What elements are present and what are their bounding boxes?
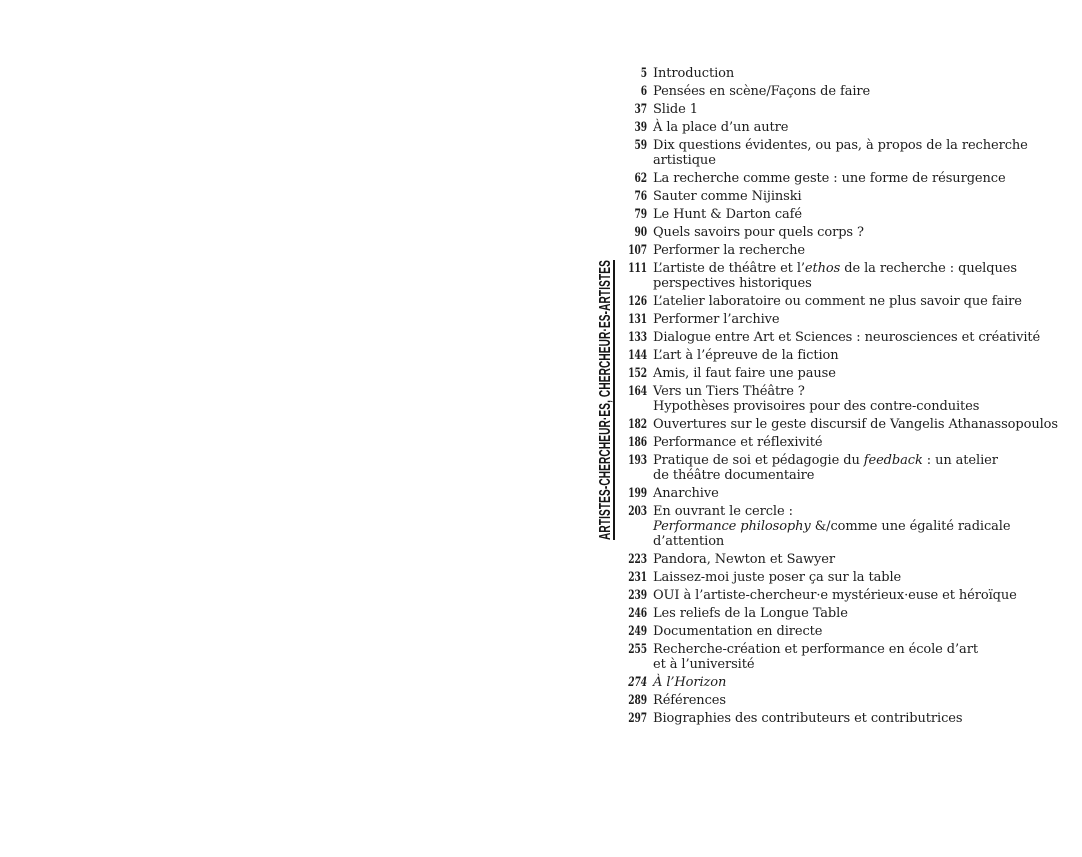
toc-page-number: 274 xyxy=(628,675,647,690)
toc-entry-line xyxy=(653,330,1040,345)
toc-page-number: 164 xyxy=(628,384,647,399)
toc-text: Documentation en directe xyxy=(653,624,823,639)
toc-entry xyxy=(617,138,1058,168)
toc-entry-title xyxy=(653,366,836,381)
toc-entry-line xyxy=(653,66,734,81)
toc-entry-line xyxy=(653,486,719,501)
toc-entry-line xyxy=(653,153,1028,168)
toc-entry-title xyxy=(653,384,979,414)
toc-entry-title xyxy=(653,84,870,99)
toc-entry xyxy=(617,675,1058,690)
toc-page-number: 144 xyxy=(628,348,647,363)
toc-entry xyxy=(617,588,1058,603)
toc-text: Pensées en scène/Façons de faire xyxy=(653,84,871,99)
toc-entry-line xyxy=(653,384,979,399)
toc-entry-line xyxy=(653,504,1010,519)
toc-text: Performance et réflexivité xyxy=(653,435,823,450)
toc-entry xyxy=(617,711,1058,726)
toc-text: artistique xyxy=(653,153,716,168)
toc-page-number: 203 xyxy=(628,504,647,519)
toc-entry-title xyxy=(653,330,1040,345)
toc-entry-line xyxy=(653,207,802,222)
toc-entry-title xyxy=(653,624,822,639)
toc-entry-line xyxy=(653,399,979,414)
toc-page-number: 5 xyxy=(640,66,647,81)
toc-text: Dialogue entre Art et Sciences : neurosciences et créativité xyxy=(653,330,1041,345)
toc-entry-title xyxy=(653,225,864,240)
toc-text: Biographies des contributeurs et contributrices xyxy=(653,711,963,726)
toc-entry-title xyxy=(653,66,734,81)
toc-page-number: 239 xyxy=(628,588,647,603)
toc-page-number: 90 xyxy=(634,225,647,240)
toc-entry-title xyxy=(653,171,1006,186)
toc-page-number: 249 xyxy=(628,624,647,639)
toc-entry xyxy=(617,453,1058,483)
toc-page-number: 37 xyxy=(634,102,647,117)
toc-entry xyxy=(617,330,1058,345)
toc-entry xyxy=(617,570,1058,585)
toc-entry xyxy=(617,312,1058,327)
toc-entry-title xyxy=(653,642,978,672)
toc-entry-title xyxy=(653,417,1058,432)
toc-page-number: 76 xyxy=(634,189,647,204)
toc-entry-line xyxy=(653,588,1017,603)
toc-entry xyxy=(617,384,1058,414)
toc-entry-title xyxy=(653,207,802,222)
toc-text: L’atelier laboratoire ou comment ne plus savoir que faire xyxy=(653,294,1022,309)
toc-entry-line xyxy=(653,606,848,621)
toc-entry xyxy=(617,189,1058,204)
toc-text: Pandora, Newton et Sawyer xyxy=(653,552,836,567)
toc-entry-line xyxy=(653,642,978,657)
toc-entry xyxy=(617,120,1058,135)
toc-entry-title xyxy=(653,120,788,135)
toc-text: de la recherche : quelques xyxy=(840,261,1017,276)
toc-entry-line xyxy=(653,534,1010,549)
toc-page-number: 297 xyxy=(628,711,647,726)
toc-text: &/comme une égalité radicale xyxy=(810,519,1011,534)
toc-entry-line xyxy=(653,675,726,690)
toc-entry-line xyxy=(653,138,1028,153)
toc-page-number: 199 xyxy=(628,486,647,501)
toc-entry xyxy=(617,84,1058,99)
toc-entry-line xyxy=(653,552,835,567)
toc-page-number: 289 xyxy=(628,693,647,708)
toc-text: Amis, il faut faire une pause xyxy=(653,366,836,381)
toc-page-number: 231 xyxy=(628,570,647,585)
toc-page-number: 62 xyxy=(634,171,647,186)
toc-text: Pratique de soi et pédagogie du xyxy=(653,453,864,468)
toc-entry-line xyxy=(653,366,836,381)
toc-text-italic: Performance philosophy xyxy=(653,519,811,534)
toc-entry-title xyxy=(653,606,848,621)
toc-text: Ouvertures sur le geste discursif de Vangelis Athanassopoulos xyxy=(653,417,1058,432)
vertical-running-title: ARTISTES-CHERCHEUR·ES, CHERCHEUR·ES-ARTISTES xyxy=(597,260,614,540)
toc-entry xyxy=(617,243,1058,258)
toc-entry-line xyxy=(653,453,998,468)
toc-page-number: 6 xyxy=(640,84,647,99)
table-of-contents xyxy=(617,66,1058,729)
toc-text: Laissez-moi juste poser ça sur la table xyxy=(653,570,902,585)
toc-entry-line xyxy=(653,312,780,327)
toc-entry-line xyxy=(653,519,1010,534)
toc-entry-title xyxy=(653,552,835,567)
toc-page-number: 111 xyxy=(628,261,647,276)
toc-page-number: 255 xyxy=(628,642,647,657)
toc-text: En ouvrant le cercle : xyxy=(653,504,793,519)
toc-entry-line xyxy=(653,84,870,99)
toc-entry-line xyxy=(653,435,822,450)
toc-entry xyxy=(617,294,1058,309)
toc-entry-title xyxy=(653,348,839,363)
toc-page-number: 223 xyxy=(628,552,647,567)
toc-text: Introduction xyxy=(653,66,735,81)
toc-text: Dix questions évidentes, ou pas, à propos de la recherche xyxy=(653,138,1028,153)
toc-entry-title xyxy=(653,588,1017,603)
toc-text: et à l’université xyxy=(653,657,755,672)
toc-entry-title xyxy=(653,486,719,501)
toc-entry-title xyxy=(653,693,726,708)
toc-text: Slide 1 xyxy=(653,102,698,117)
toc-entry-line xyxy=(653,189,802,204)
toc-entry xyxy=(617,348,1058,363)
toc-entry-line xyxy=(653,693,726,708)
toc-entry xyxy=(617,261,1058,291)
toc-entry-line xyxy=(653,657,978,672)
toc-entry-title xyxy=(653,504,1010,549)
toc-entry-line xyxy=(653,276,1017,291)
toc-page-number: 131 xyxy=(628,312,647,327)
toc-entry-line xyxy=(653,261,1017,276)
toc-entry-line xyxy=(653,102,698,117)
toc-entry-title xyxy=(653,261,1017,291)
toc-entry-line xyxy=(653,120,788,135)
toc-entry-title xyxy=(653,711,962,726)
toc-entry xyxy=(617,552,1058,567)
toc-text: perspectives historiques xyxy=(653,276,812,291)
toc-text: Performer la recherche xyxy=(653,243,805,258)
toc-text: L’artiste de théâtre et l’ xyxy=(653,261,805,276)
toc-entry xyxy=(617,225,1058,240)
toc-entry-title xyxy=(653,453,998,483)
toc-page-number: 126 xyxy=(628,294,647,309)
toc-entry xyxy=(617,486,1058,501)
toc-page-number: 39 xyxy=(634,120,647,135)
toc-entry-title xyxy=(653,312,780,327)
toc-page-number: 133 xyxy=(628,330,647,345)
toc-page-number: 193 xyxy=(628,453,647,468)
toc-text: Quels savoirs pour quels corps ? xyxy=(653,225,864,240)
toc-text: de théâtre documentaire xyxy=(653,468,815,483)
toc-text: Recherche-création et performance en école d’art xyxy=(653,642,978,657)
toc-entry xyxy=(617,606,1058,621)
toc-entry-line xyxy=(653,468,998,483)
toc-text: À la place d’un autre xyxy=(653,120,789,135)
toc-entry xyxy=(617,435,1058,450)
toc-entry-title xyxy=(653,435,822,450)
toc-entry-title xyxy=(653,102,698,117)
toc-entry-line xyxy=(653,624,822,639)
toc-text-italic: À l’Horizon xyxy=(653,675,727,690)
toc-entry-title xyxy=(653,675,726,690)
toc-entry xyxy=(617,207,1058,222)
toc-text-italic: feedback xyxy=(863,453,923,468)
toc-text: OUI à l’artiste-chercheur·e mystérieux·euse et héroïque xyxy=(653,588,1017,603)
toc-entry-line xyxy=(653,570,901,585)
toc-entry xyxy=(617,624,1058,639)
toc-entry-line xyxy=(653,225,864,240)
toc-entry-title xyxy=(653,294,1022,309)
toc-text: Anarchive xyxy=(653,486,719,501)
toc-entry xyxy=(617,171,1058,186)
toc-entry xyxy=(617,693,1058,708)
toc-entry xyxy=(617,504,1058,549)
toc-text: Vers un Tiers Théâtre ? xyxy=(653,384,805,399)
toc-entry-title xyxy=(653,243,805,258)
toc-text: Sauter comme Nijinski xyxy=(653,189,802,204)
toc-entry xyxy=(617,66,1058,81)
toc-page-number: 152 xyxy=(628,366,647,381)
toc-entry xyxy=(617,102,1058,117)
toc-text: d’attention xyxy=(653,534,725,549)
toc-entry xyxy=(617,417,1058,432)
toc-entry-title xyxy=(653,570,901,585)
toc-entry-title xyxy=(653,138,1028,168)
toc-page-number: 59 xyxy=(634,138,647,153)
toc-page-number: 186 xyxy=(628,435,647,450)
toc-text: Hypothèses provisoires pour des contre-conduites xyxy=(653,399,980,414)
toc-text: L’art à l’épreuve de la fiction xyxy=(653,348,839,363)
toc-page-number: 182 xyxy=(628,417,647,432)
toc-entry xyxy=(617,642,1058,672)
toc-text-italic: ethos xyxy=(804,261,841,276)
toc-entry-line xyxy=(653,348,839,363)
toc-entry-line xyxy=(653,711,962,726)
toc-page-number: 79 xyxy=(634,207,647,222)
toc-page-number: 246 xyxy=(628,606,647,621)
toc-text: Les reliefs de la Longue Table xyxy=(653,606,848,621)
toc-entry-line xyxy=(653,417,1058,432)
toc-text: Le Hunt & Darton café xyxy=(653,207,802,222)
toc-text: Performer l’archive xyxy=(653,312,780,327)
toc-entry xyxy=(617,366,1058,381)
toc-page-number: 107 xyxy=(628,243,647,258)
toc-entry-line xyxy=(653,294,1022,309)
toc-entry-title xyxy=(653,189,802,204)
toc-text: La recherche comme geste : une forme de résurgence xyxy=(653,171,1006,186)
toc-entry-line xyxy=(653,243,805,258)
toc-text: Références xyxy=(653,693,726,708)
toc-entry-line xyxy=(653,171,1006,186)
toc-text: : un atelier xyxy=(922,453,998,468)
